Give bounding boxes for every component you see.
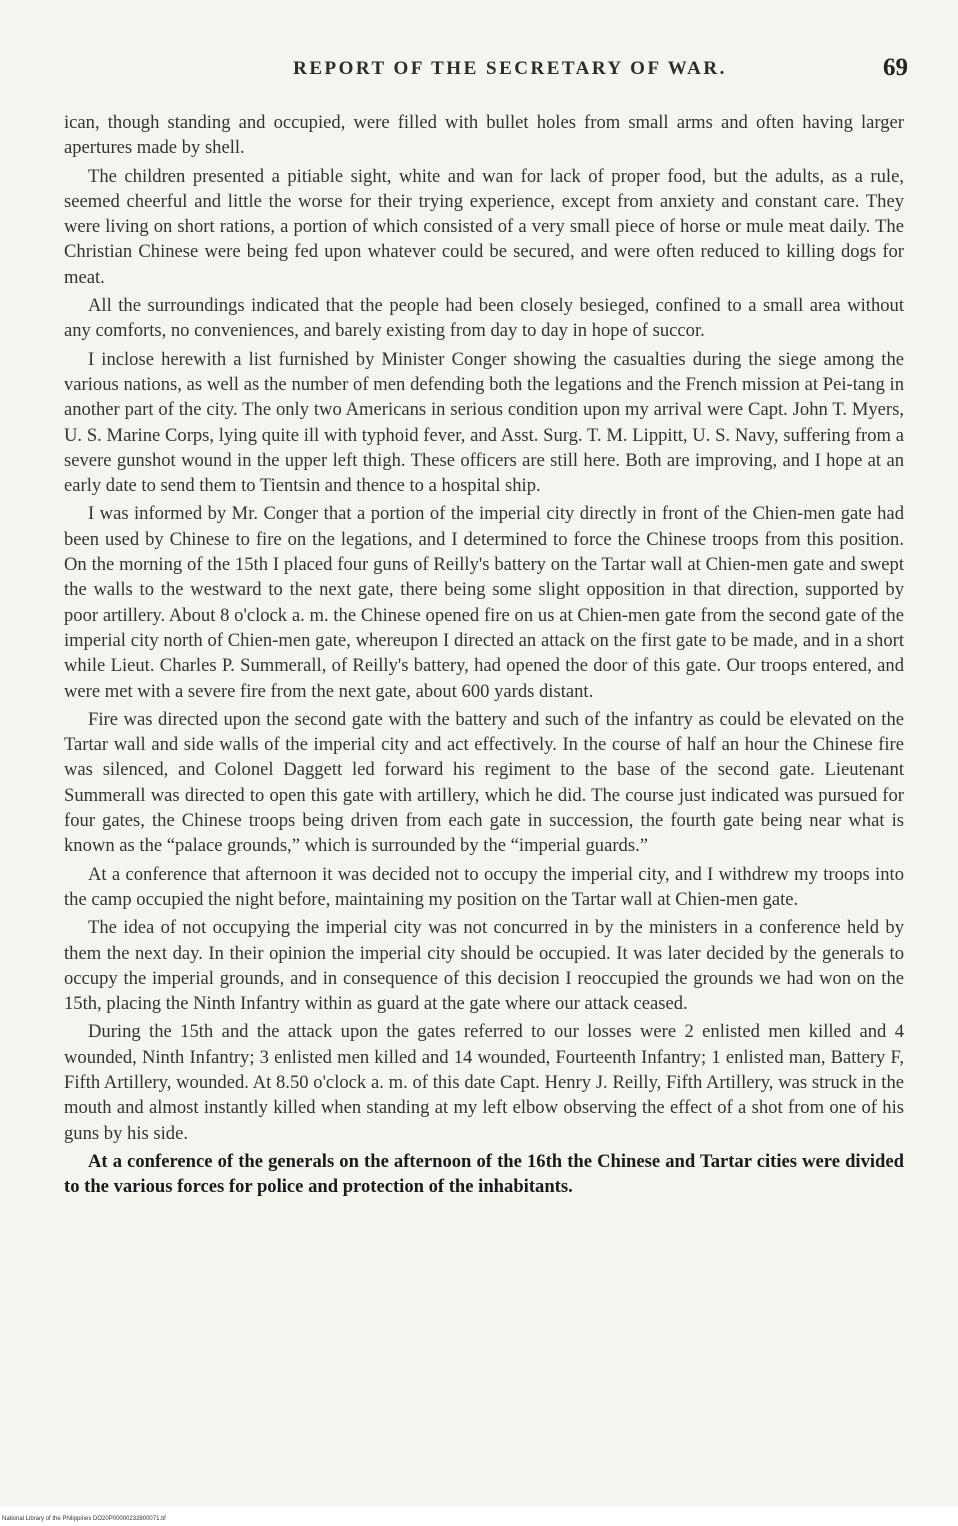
page-header — [112, 54, 908, 92]
scan-footer-note: National Library of the Philippines DO20P00000232800071.tif — [2, 1516, 166, 1522]
paragraph-chien-men-gate: I was informed by Mr. Conger that a portion of the imperial city directly in front of the Chien-men gate had been used by Chinese to fire on the legations, and I determined to force the Chinese troops from this position. On the morning of the 15th I placed four guns of Reilly's battery on the Tartar wall at Chien-men gate and swept the walls to the westward to the next gate, there being some slight opposition in that direction, supported by poor artillery. About 8 o'clock a. m. the Chinese opened fire on us at Chien-men gate from the second gate of the imperial city north of Chien-men gate, whereupon I directed an attack on the first gate to be made, and in a short while Lieut. Charles P. Summerall, of Reilly's battery, had opened the door of this gate. Our troops entered, and were met with a severe fire from the next gate, about 600 yards distant. — [64, 503, 904, 702]
paragraph-surroundings: All the surroundings indicated that the people had been closely besieged, confined to a small area without any comforts, no conveniences, and barely existing from day to day in hope of succor. — [64, 295, 904, 342]
paragraph-continuation: ican, though standing and occupied, were filled with bullet holes from small arms and often having larger apertures made by shell. — [64, 112, 904, 159]
page-number: 69 — [883, 54, 908, 81]
running-title: REPORT OF THE SECRETARY OF WAR. — [293, 58, 727, 79]
paragraph-generals-conference: At a conference of the generals on the afternoon of the 16th the Chinese and Tartar cities were divided to the various forces for police and protection of the inhabitants. — [64, 1150, 904, 1198]
paragraph-casualties: I inclose herewith a list furnished by Minister Conger showing the casualties during the siege among the various nations, as well as the number of men defending both the legations and the French mission at Pei-tang in another part of the city. The only two Americans in serious condition upon my arrival were Capt. John T. Myers, U. S. Marine Corps, lying quite ill with typhoid fever, and Asst. Surg. T. M. Lippitt, U. S. Navy, suffering from a severe gunshot wound in the upper left thigh. These officers are still here. Both are improving, and I hope at an early date to send them to Tientsin and thence to a hospital ship. — [64, 348, 904, 497]
paragraph-children: The children presented a pitiable sight, white and wan for lack of proper food, but the adults, as a rule, seemed cheerful and little the worse for their trying experience, except from anxiety and constant care. They were living on short rations, a portion of which consisted of a very small piece of horse or mule meat daily. The Christian Chinese were being fed upon whatever could be secured, and were often reduced to killing dogs for meat. — [64, 165, 904, 288]
paragraph-ministers: The idea of not occupying the imperial city was not concurred in by the ministers in a conference held by them the next day. In their opinion the imperial city should be occupied. It was later decided by the generals to occupy the imperial grounds, and in consequence of this decision I reoccupied the grounds we had won on the 15th, placing the Ninth Infantry within as guard at the gate where our attack ceased. — [64, 917, 904, 1015]
paragraph-losses: During the 15th and the attack upon the gates referred to our losses were 2 enlisted men killed and 4 wounded, Ninth Infantry; 3 enlisted men killed and 14 wounded, Fourteenth Infantry; 1 enlisted man, Battery F, Fifth Artillery, wounded. At 8.50 o'clock a. m. of this date Capt. Henry J. Reilly, Fifth Artillery, was struck in the mouth and almost instantly killed when standing at my left elbow observing the effect of a shot from one of his guns by his side. — [64, 1021, 904, 1144]
paragraph-afternoon-conference: At a conference that afternoon it was decided not to occupy the imperial city, and I withdrew my troops into the camp occupied the night before, maintaining my position on the Tartar wall at Chien-men gate. — [64, 863, 904, 910]
paragraph-second-gate: Fire was directed upon the second gate with the battery and such of the infantry as could be elevated on the Tartar wall and side walls of the imperial city and act effectively. In the course of half an hour the Chinese fire was silenced, and Colonel Daggett led forward his regiment to the base of the second gate. Lieutenant Summerall was directed to open this gate with artillery, which he did. The course just indicated was pursued for four gates, the Chinese troops being driven from each gate in succession, the fourth gate being near what is known as the “palace grounds,” which is surrounded by the “imperial guards.” — [64, 708, 904, 857]
body-text — [64, 110, 904, 1202]
footer-strip — [0, 1506, 958, 1526]
